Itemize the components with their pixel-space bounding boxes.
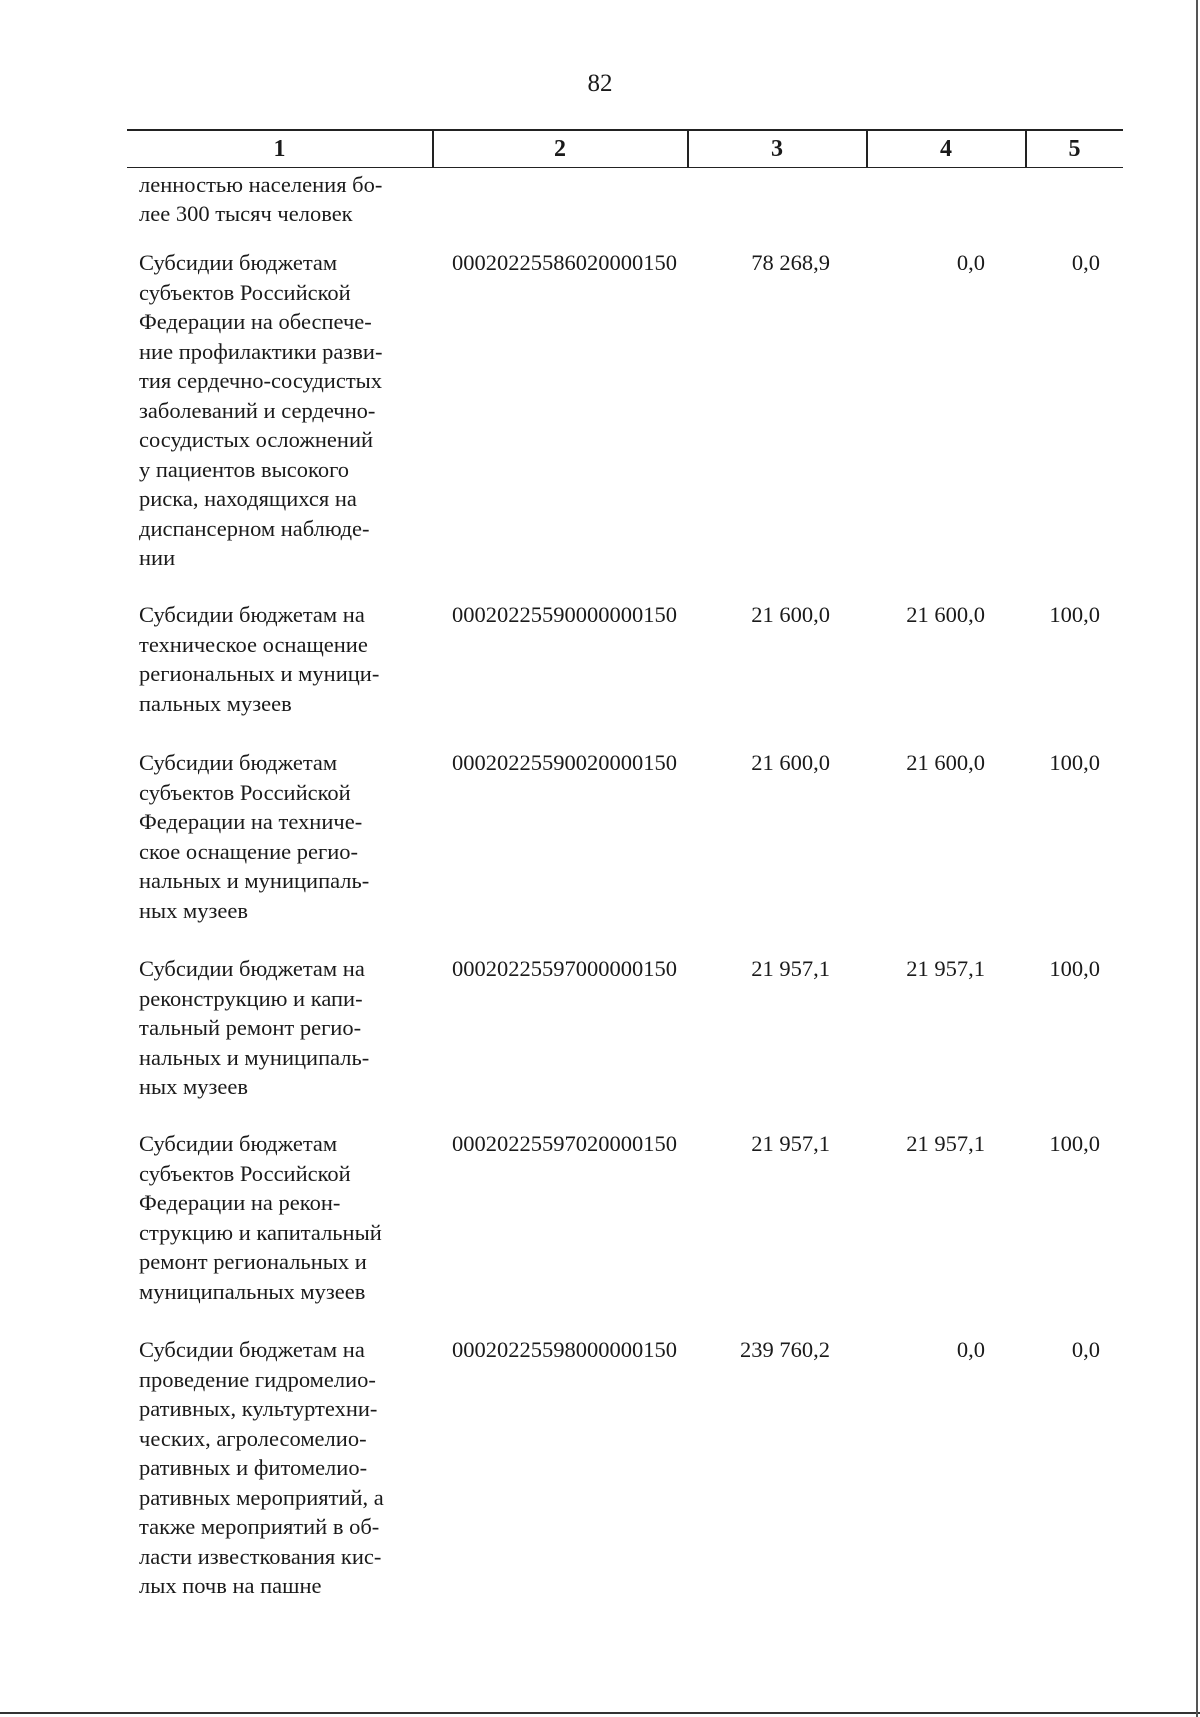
text-line: ных музеев: [139, 897, 249, 923]
text-line: Федерации на обеспече-: [139, 309, 372, 334]
text-line: ское оснащение регио-: [139, 838, 358, 864]
text-line: реконструкцию и капи-: [139, 985, 363, 1011]
text-line: ние профилактики разви-: [139, 338, 383, 364]
text-line: ремонт региональных и: [139, 1249, 367, 1274]
text-line: ративных и фитомелио-: [139, 1455, 368, 1480]
row-description: [139, 1335, 424, 1601]
value-col-4: 21 600,0: [906, 602, 985, 627]
text-line: нальных и муниципаль-: [139, 868, 370, 893]
text-line: субъектов Российской: [139, 279, 351, 305]
budget-code: 00020225590020000150: [452, 750, 677, 775]
value-col-4: 21 957,1: [906, 956, 985, 981]
scan-edge-bottom: [0, 1712, 1200, 1714]
value-col-4: 0,0: [956, 250, 985, 275]
text-line: у пациентов высокого: [139, 456, 349, 482]
text-line: Субсидии бюджетам на: [139, 956, 365, 981]
header-col-5: 5: [1068, 136, 1081, 162]
page-number: 82: [587, 70, 613, 97]
row-description: [139, 748, 424, 925]
text-line: Субсидии бюджетам: [139, 750, 338, 775]
value-col-5: 0,0: [1071, 1337, 1100, 1362]
budget-code: 00020225597000000150: [452, 956, 677, 981]
text-line: субъектов Российской: [139, 1160, 351, 1186]
value-col-3: 21 600,0: [751, 750, 830, 775]
text-line: ративных мероприятий, а: [139, 1484, 384, 1510]
text-line: ративных, культуртехни-: [139, 1396, 378, 1421]
text-line: ных музеев: [139, 1074, 249, 1099]
table-header: [127, 129, 1123, 168]
value-col-5: 100,0: [1049, 602, 1100, 627]
continuation-text: [139, 170, 429, 228]
budget-code: 00020225598000000150: [452, 1337, 677, 1362]
value-col-5: 100,0: [1049, 1131, 1100, 1156]
value-col-3: 21 957,1: [751, 1131, 830, 1156]
row-description: [139, 248, 424, 573]
text-line: также мероприятий в об-: [139, 1514, 380, 1539]
value-col-3: 21 957,1: [751, 956, 830, 981]
text-line: муниципальных музеев: [139, 1278, 366, 1304]
text-line: субъектов Российской: [139, 779, 351, 805]
budget-code: 00020225597020000150: [452, 1131, 677, 1156]
scan-edge-right: [1196, 0, 1198, 1717]
text-line: нии: [139, 545, 176, 570]
text-line: диспансерном наблюде-: [139, 515, 370, 541]
text-line: техническое оснащение: [139, 631, 368, 657]
value-col-5: 100,0: [1049, 750, 1100, 775]
text-line: ческих, агролесомелио-: [139, 1425, 367, 1451]
header-col-3: 3: [771, 136, 783, 162]
value-col-4: 21 600,0: [906, 750, 985, 775]
value-col-5: 0,0: [1071, 250, 1100, 275]
text-line: Субсидии бюджетам на: [139, 602, 365, 627]
value-col-3: 239 760,2: [740, 1337, 830, 1362]
row-description: [139, 600, 424, 718]
value-col-4: 0,0: [956, 1337, 985, 1362]
value-col-3: 21 600,0: [751, 602, 830, 627]
text-line: Субсидии бюджетам: [139, 1131, 338, 1156]
row-description: [139, 1129, 424, 1306]
text-line: Субсидии бюджетам: [139, 250, 338, 275]
text-line: пальных музеев: [139, 690, 292, 716]
header-col-1: 1: [273, 136, 286, 162]
text-line: нальных и муниципаль-: [139, 1044, 370, 1070]
text-line: Федерации на техниче-: [139, 809, 363, 834]
text-line: струкцию и капитальный: [139, 1219, 382, 1245]
value-col-3: 78 268,9: [751, 250, 830, 275]
text-line: региональных и муници-: [139, 661, 380, 686]
text-line: сосудистых осложнений: [139, 427, 374, 452]
text-line: заболеваний и сердечно-: [139, 397, 376, 423]
text-line: тальный ремонт регио-: [139, 1015, 362, 1040]
text-line: ласти известкования кис-: [139, 1543, 382, 1569]
text-line: ленностью населения бо-: [139, 172, 383, 197]
header-col-2: 2: [554, 136, 566, 162]
value-col-4: 21 957,1: [906, 1131, 985, 1156]
text-line: Субсидии бюджетам на: [139, 1337, 365, 1362]
budget-code: 00020225586020000150: [452, 250, 677, 275]
header-col-4: 4: [940, 136, 952, 162]
budget-code: 00020225590000000150: [452, 602, 677, 627]
row-description: [139, 954, 424, 1102]
text-line: проведение гидромелио-: [139, 1366, 376, 1392]
text-line: тия сердечно-сосудистых: [139, 368, 383, 393]
text-line: риска, находящихся на: [139, 486, 357, 511]
value-col-5: 100,0: [1049, 956, 1100, 981]
text-line: лее 300 тысяч человек: [139, 201, 353, 226]
text-line: Федерации на рекон-: [139, 1190, 341, 1215]
text-line: лых почв на пашне: [139, 1573, 322, 1598]
